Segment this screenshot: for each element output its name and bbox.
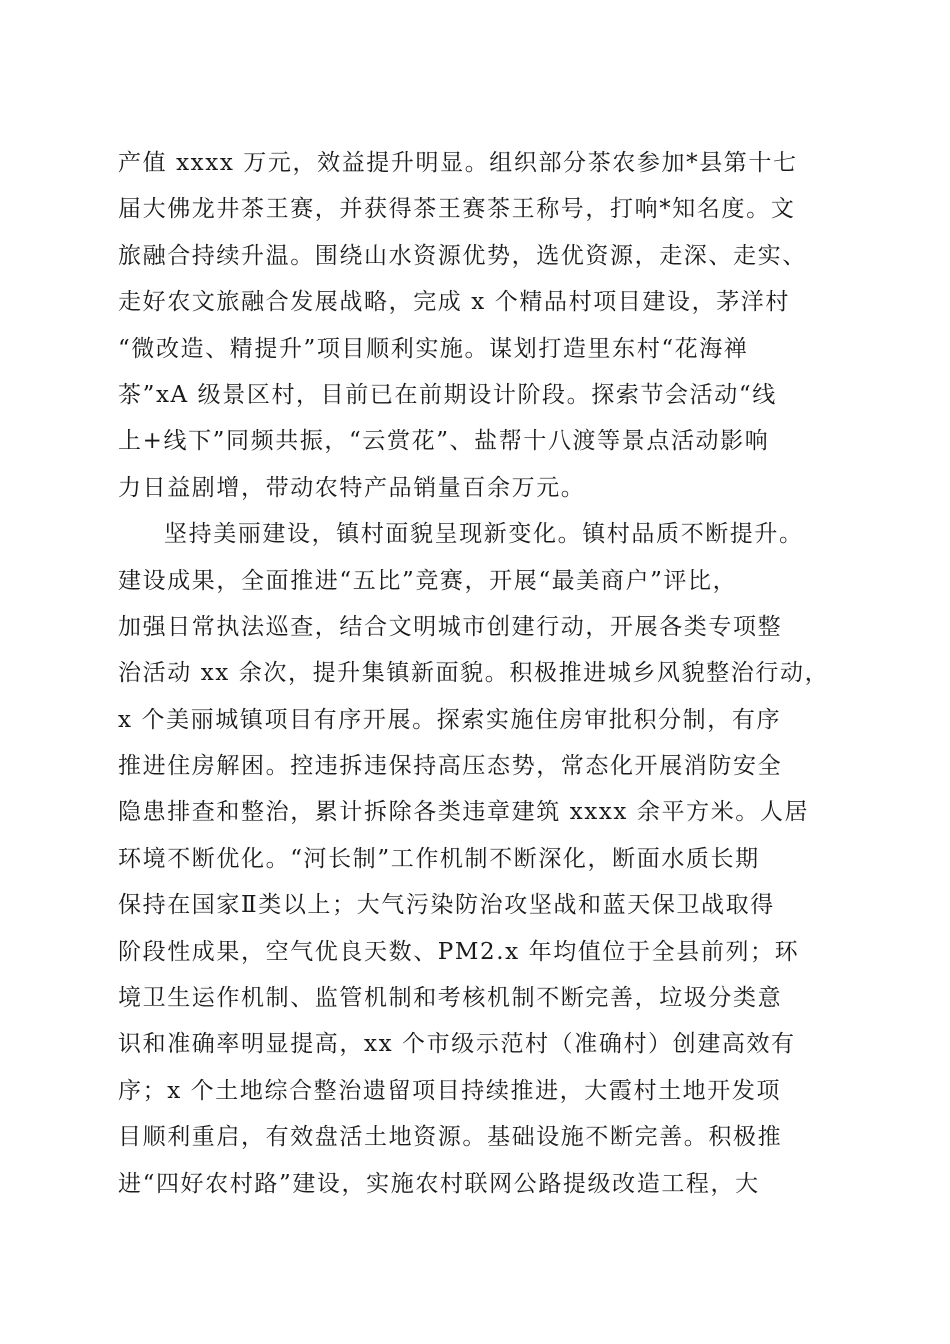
text-line: 届大佛龙井茶王赛，并获得茶王赛茶王称号，打响*知名度。文 (118, 196, 796, 223)
text-line: “微改造、精提升”项目顺利实施。谋划打造里东村“花海禅 (118, 335, 749, 362)
text-line: 隐患排查和整治，累计拆除各类违章建筑 xxxx 余平方米。人居 (118, 799, 810, 826)
text-line: 环境不断优化。“河长制”工作机制不断深化，断面水质长期 (118, 845, 760, 872)
text-line: 保持在国家Ⅱ类以上；大气污染防治攻坚战和蓝天保卫战取得 (118, 892, 775, 919)
text-line: 产值 xxxx 万元，效益提升明显。组织部分茶农参加*县第十七 (118, 150, 798, 176)
text-line: 治活动 xx 余次，提升集镇新面貌。积极推进城乡风貌整治行动， (118, 660, 830, 687)
text-line: 加强日常执法巡查，结合文明城市创建行动，开展各类专项整 (118, 613, 783, 640)
text-line: 旅融合持续升温。围绕山水资源优势，选优资源，走深、走实、 (118, 242, 807, 269)
text-line: 建设成果，全面推进“五比”竞赛，开展“最美商户”评比， (118, 567, 738, 594)
text-line: 茶”xA 级景区村，目前已在前期设计阶段。探索节会活动“线 (118, 381, 777, 408)
text-line: 上+线下”同频共振，“云赏花”、盐帮十八渡等景点活动影响 (118, 428, 770, 455)
text-line: 境卫生运作机制、监管机制和考核机制不断完善，垃圾分类意 (118, 985, 783, 1012)
text-line: x 个美丽城镇项目有序开展。探索实施住房审批积分制，有序 (118, 706, 782, 733)
text-line: 识和准确率明显提高，xx 个市级示范村（准确村）创建高效有 (118, 1031, 796, 1058)
body-text (118, 140, 832, 1207)
text-line: 阶段性成果，空气优良天数、PM2.x 年均值位于全县前列；环 (118, 938, 800, 965)
text-line: 序；x 个土地综合整治遗留项目持续推进，大霞村土地开发项 (118, 1077, 782, 1104)
text-line: 目顺利重启，有效盘活土地资源。基础设施不断完善。积极推 (118, 1124, 783, 1151)
text-line: 力日益剧增，带动农特产品销量百余万元。 (118, 474, 586, 501)
paragraph-first-line: 坚持美丽建设，镇村面貌呈现新变化。镇村品质不断提升。 (164, 521, 804, 548)
text-line: 进“四好农村路”建设，实施农村联网公路提级改造工程，大 (118, 1170, 760, 1197)
text-line: 走好农文旅融合发展战略，完成 x 个精品村项目建设，茅洋村 (118, 289, 790, 316)
text-line: 推进住房解困。控违拆违保持高压态势，常态化开展消防安全 (118, 753, 783, 780)
